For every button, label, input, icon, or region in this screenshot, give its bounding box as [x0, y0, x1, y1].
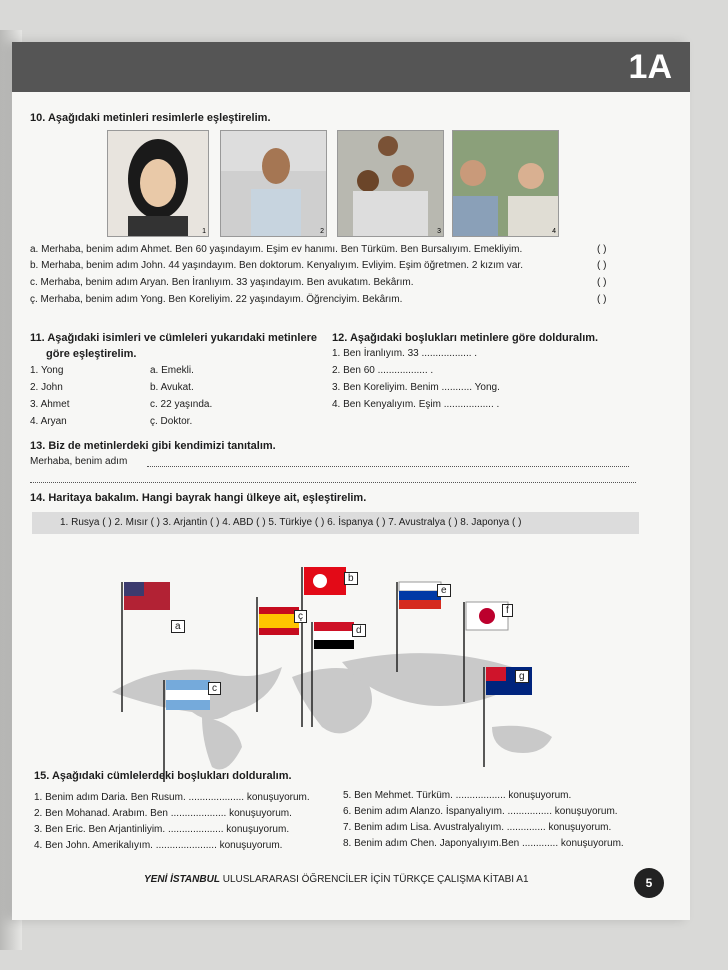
ex11-option: c. 22 yaşında. [150, 399, 213, 410]
footer [144, 874, 529, 885]
ex10-line-cc: ç. Merhaba, benim adım Yong. Ben Koreliyim. 22 yaşındayım. Öğrenciyim. Bekârım. [30, 294, 403, 305]
ex11-option: ç. Doktor. [150, 416, 193, 427]
flag-label-d: d [352, 624, 366, 637]
answer-box[interactable]: ( ) [597, 244, 607, 255]
page-number: 5 [634, 868, 664, 898]
ex13-title: 13. Biz de metinlerdeki gibi kendimizi tanıtalım. [30, 440, 276, 452]
photo-1 [107, 130, 209, 237]
flag-label-g: g [515, 670, 529, 683]
photo-number: 4 [552, 228, 556, 235]
ex15-left: 3. Ben Eric. Ben Arjantinliyim. .................... konuşuyorum. [34, 824, 290, 835]
ex11-name: 3. Ahmet [30, 399, 70, 410]
flag-label-b: b [344, 572, 358, 585]
flag-label-e: e [437, 584, 451, 597]
ex13-start: Merhaba, benim adım [30, 456, 128, 467]
photo-number: 2 [320, 228, 324, 235]
ex11-name: 4. Aryan [30, 416, 67, 427]
ex15-right: 8. Benim adım Chen. Japonyalıyım.Ben ............. konuşuyorum. [343, 838, 624, 849]
ex10-line-a: a. Merhaba, benim adım Ahmet. Ben 60 yaşındayım. Eşim ev hanımı. Ben Türküm. Ben Bursalıyım. Emekliyim. [30, 244, 523, 255]
ex12-item: 4. Ben Kenyalıyım. Eşim .................. . [332, 399, 500, 410]
photo-number: 3 [437, 228, 441, 235]
ex11-option: b. Avukat. [150, 382, 194, 393]
ex11-name: 1. Yong [30, 365, 64, 376]
ex12-item: 1. Ben İranlıyım. 33 .................. . [332, 348, 478, 359]
unit-label: 1A [628, 48, 672, 86]
ex12-item: 3. Ben Koreliyim. Benim ........... Yong. [332, 382, 500, 393]
ex12-title: 12. Aşağıdaki boşlukları metinlere göre dolduralım. [332, 332, 599, 344]
ex10-title: 10. Aşağıdaki metinleri resimlerle eşleştirelim. [30, 112, 271, 124]
flag-label-cc: ç [294, 610, 307, 623]
ex11-option: a. Emekli. [150, 365, 194, 376]
country-list-text: 1. Rusya ( ) 2. Mısır ( ) 3. Arjantin ( ) 4. ABD ( ) 5. Türkiye ( ) 6. İspanya ( ) 7. Avustralya ( ) 8. Japonya ( ) [60, 517, 522, 528]
photo-2 [220, 130, 327, 237]
ex15-right: 7. Benim adım Lisa. Avustralyalıyım. .............. konuşuyorum. [343, 822, 612, 833]
photo-3 [337, 130, 444, 237]
ex14-title: 14. Haritaya bakalım. Hangi bayrak hangi ülkeye ait, eşleştirelim. [30, 492, 367, 504]
flag-label-c: c [208, 682, 221, 695]
world-map [52, 552, 652, 782]
ex15-left: 4. Ben John. Amerikalıyım. ...................... konuşuyorum. [34, 840, 283, 851]
ex15-left: 2. Ben Mohanad. Arabım. Ben .................... konuşuyorum. [34, 808, 292, 819]
workbook-page [12, 42, 690, 920]
ex11-title: 11. Aşağıdaki isimleri ve cümleleri yukarıdaki metinlere [30, 332, 317, 344]
ex11-title-2: göre eşleştirelim. [46, 348, 137, 360]
ex15-left: 1. Benim adım Daria. Ben Rusum. .................... konuşuyorum. [34, 792, 310, 803]
write-line[interactable] [30, 482, 636, 483]
footer-text: ULUSLARARASI ÖĞRENCİLER İÇİN TÜRKÇE ÇALIŞMA KİTABI A1 [219, 874, 529, 885]
flag-label-a: a [171, 620, 185, 633]
ex10-line-b: b. Merhaba, benim adım John. 44 yaşındayım. Ben doktorum. Kenyalıyım. Evliyim. Eşim öğretmen. 2 kızım var. [30, 260, 523, 271]
footer-brand: YENİ İSTANBUL [144, 874, 220, 885]
photo-4 [452, 130, 559, 237]
write-line[interactable] [147, 466, 629, 467]
answer-box[interactable]: ( ) [597, 260, 607, 271]
unit-header [12, 42, 690, 92]
answer-box[interactable]: ( ) [597, 294, 607, 305]
ex11-name: 2. John [30, 382, 63, 393]
ex10-line-c: c. Merhaba, benim adım Aryan. Ben İranlıyım. 33 yaşındayım. Ben avukatım. Bekârım. [30, 277, 414, 288]
photo-number: 1 [202, 228, 206, 235]
flag-label-f: f [502, 604, 513, 617]
answer-box[interactable]: ( ) [597, 277, 607, 288]
ex15-right: 6. Benim adım Alanzo. İspanyalıyım. ................ konuşuyorum. [343, 806, 618, 817]
ex15-right: 5. Ben Mehmet. Türküm. .................. konuşuyorum. [343, 790, 572, 801]
ex12-item: 2. Ben 60 .................. . [332, 365, 434, 376]
ex15-title: 15. Aşağıdaki cümlelerdeki boşlukları dolduralım. [34, 770, 292, 782]
country-list [32, 512, 639, 534]
